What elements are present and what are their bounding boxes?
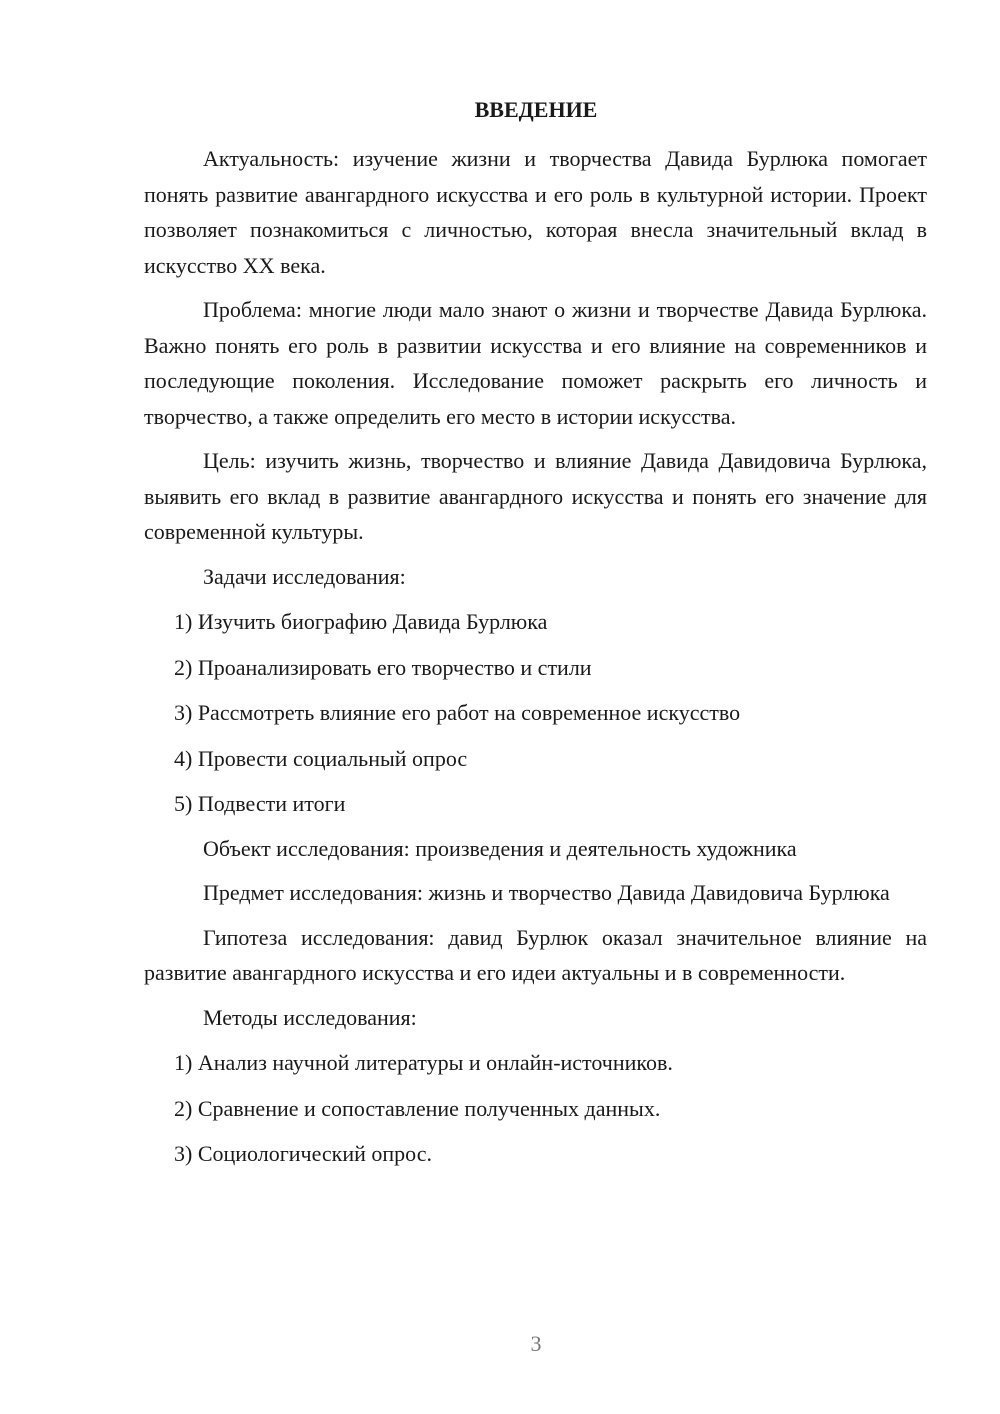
paragraph-goal: Цель: изучить жизнь, творчество и влияние Давида Давидовича Бурлюка, выявить его вклад в развитие авангардного искусства и понять его значение для современной культуры. [144, 448, 927, 544]
list-item: 1) Изучить биографию Давида Бурлюка [174, 609, 548, 634]
paragraph-problem: Проблема: многие люди мало знают о жизни и творчестве Давида Бурлюка. Важно понять его роль в развитии искусства и его влияние на современников и последующие поколения. Исследование поможет раскрыть его личность и творчество, а также определить его место в истории искусства. [144, 297, 927, 429]
page-number: 3 [530, 1331, 542, 1356]
list-item: 3) Социологический опрос. [174, 1141, 432, 1166]
tasks-heading: Задачи исследования: [203, 563, 406, 589]
document-body [144, 141, 927, 1172]
page-title: ВВЕДЕНИЕ [474, 97, 598, 122]
paragraph-relevance: Актуальность: изучение жизни и творчества Давида Бурлюка помогает понять развитие авангардного искусства и его роль в культурной истории. Проект позволяет познакомиться с личностью, которая внесла значительный вклад в искусство XX века. [144, 146, 927, 278]
list-item: 1) Анализ научной литературы и онлайн-источников. [174, 1050, 673, 1075]
list-item: 5) Подвести итоги [174, 791, 346, 816]
paragraph-hypothesis: Гипотеза исследования: давид Бурлюк оказал значительное влияние на развитие авангардного искусства и его идеи актуальны и в современности. [144, 924, 927, 985]
list-item: 4) Провести социальный опрос [174, 745, 468, 771]
paragraph-subject: Предмет исследования: жизнь и творчество Давида Давидовича Бурлюка [203, 880, 890, 905]
methods-list [144, 1045, 927, 1172]
tasks-list [144, 604, 927, 822]
methods-heading: Методы исследования: [203, 1004, 417, 1030]
paragraph-object: Объект исследования: произведения и деятельность художника [203, 835, 797, 861]
list-item: 2) Сравнение и сопоставление полученных данных. [174, 1095, 661, 1121]
list-item: 2) Проанализировать его творчество и стили [174, 654, 592, 680]
list-item: 3) Рассмотреть влияние его работ на современное искусство [174, 700, 741, 725]
